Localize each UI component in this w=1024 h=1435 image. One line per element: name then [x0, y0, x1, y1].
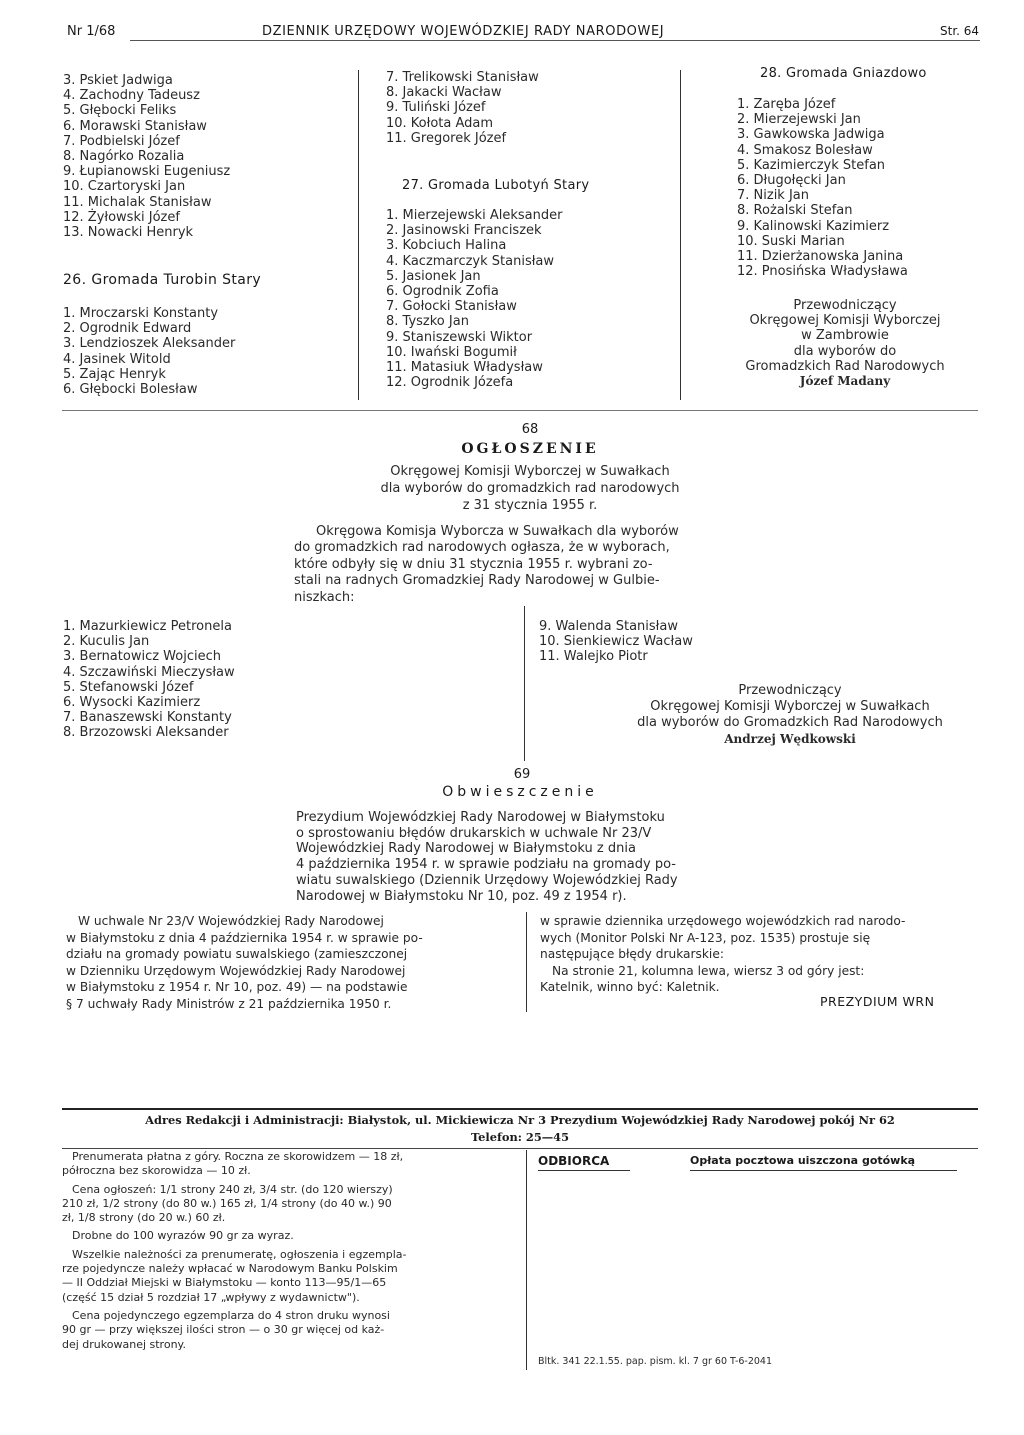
list-item: 8. Nagórko Rozalia [63, 149, 185, 165]
notice69-body [296, 810, 766, 904]
sign-line: Okręgowej Komisji Wyborczej w Suwałkach [650, 699, 930, 714]
list-item: 5. Głębocki Feliks [63, 103, 177, 119]
body-line: wych (Monitor Polski Nr A-123, poz. 1535) prostuje się [540, 930, 871, 945]
col3-signature [720, 298, 970, 389]
body-line: Narodowej w Białymstoku Nr 10, poz. 49 z 1954 r). [296, 888, 627, 904]
signer-name: Andrzej Wędkowski [724, 732, 856, 746]
list-item: 5. Jasionek Jan [386, 268, 481, 284]
col3-heading: 28. Gromada Gniazdowo [760, 66, 927, 81]
list-item: 2. Ogrodnik Edward [63, 321, 192, 337]
footer-address: Adres Redakcji i Administracji: Białystok, ul. Mickiewicza Nr 3 Prezydium Wojewódzkiej Rady Narodowej pokój Nr 62 [145, 1113, 895, 1127]
odbiorca-underline [538, 1170, 630, 1171]
notice68-list-right [539, 619, 779, 665]
list-item: 4. Szczawiński Mieczysław [63, 664, 235, 680]
notice69-left [66, 913, 516, 1013]
info-line: 90 gr — przy większej ilości stron — o 30 gr więcej od każ- [62, 1323, 385, 1337]
header-page: Str. 64 [940, 24, 980, 38]
list-item: 11. Gregorek Józef [386, 130, 507, 146]
notice68-title: OGŁOSZENIE [461, 441, 599, 457]
info-line: półroczna bez skorowidza — 10 zł. [62, 1164, 251, 1178]
sign-line: Przewodniczący [793, 298, 897, 313]
list-item: 4. Jasinek Witold [63, 351, 171, 367]
footer-odbiorca: ODBIORCA [538, 1154, 610, 1168]
list-item: 4. Kaczmarczyk Stanisław [386, 253, 555, 269]
list-item: 9. Staniszewski Wiktor [386, 329, 533, 345]
col2-list [386, 70, 676, 146]
list-item: 11. Dzierżanowska Janina [737, 249, 904, 265]
footer-oplata: Opłata pocztowa uiszczona gotówką [690, 1154, 916, 1167]
body-line: w Białymstoku z dnia 4 października 1954 r. w sprawie po- [66, 930, 423, 945]
sign-line: Okręgowej Komisji Wyborczej [749, 313, 941, 329]
body-line: Na stronie 21, kolumna lewa, wiersz 3 od góry jest: [552, 963, 865, 978]
footer-phone: Telefon: 25—45 [470, 1130, 570, 1144]
list-item: 10. Suski Marian [737, 233, 845, 249]
list-item: 12. Żyłowski Józef [63, 209, 180, 225]
list-item: 5. Stefanowski Józef [63, 679, 194, 695]
col2-heading: 27. Gromada Lubotyń Stary [402, 178, 590, 193]
footer-rule [62, 1148, 978, 1149]
list-item: 4. Zachodny Tadeusz [63, 88, 200, 104]
list-item: 9. Walenda Stanisław [539, 619, 678, 634]
notice69-right [540, 913, 980, 996]
info-line: Wszelkie należności za prenumeratę, ogłoszenia i egzempla- [72, 1247, 407, 1261]
sign-line: dla wyborów do [793, 343, 897, 359]
list-item: 9. Tuliński Józef [386, 100, 486, 116]
header-issue: Nr 1/68 [67, 24, 116, 39]
footer-rule-top [62, 1108, 978, 1110]
body-line: w Dzienniku Urzędowym Wojewódzkiej Rady Narodowej [66, 963, 406, 978]
info-line: Cena ogłoszeń: 1/1 strony 240 zł, 3/4 str. (do 120 wierszy) [72, 1182, 393, 1196]
signer-name: Józef Madany [799, 374, 891, 389]
list-item: 7. Gołocki Stanisław [386, 299, 517, 315]
body-line: niszkach: [294, 589, 355, 605]
list-item: 3. Bernatowicz Wojciech [63, 649, 221, 665]
list-item: 10. Iwański Bogumił [386, 344, 517, 360]
list-item: 6. Ogrodnik Zofia [386, 284, 499, 300]
list-item: 8. Rożalski Stefan [737, 203, 853, 219]
col3-list [737, 97, 997, 279]
body-line: które odbyły się w dniu 31 stycznia 1955 r. wybrani zo- [294, 556, 653, 572]
list-item: 3. Lendzioszek Aleksander [63, 336, 236, 352]
body-line: stali na radnych Gromadzkiej Rady Narodowej w Gulbie- [294, 573, 660, 589]
oplata-underline [690, 1170, 957, 1171]
list-item: 10. Czartoryski Jan [63, 179, 186, 195]
body-line: Wojewódzkiej Rady Narodowej w Białymstoku z dnia [296, 841, 636, 857]
list-item: 1. Mazurkiewicz Petronela [63, 619, 232, 634]
list-item: 5. Kazimierczyk Stefan [737, 157, 886, 173]
list-item: 7. Banaszewski Konstanty [63, 710, 232, 726]
notice69-signer: PREZYDIUM WRN [820, 994, 935, 1009]
column-divider [358, 70, 359, 400]
column-divider [680, 70, 681, 400]
header-rule [130, 40, 980, 41]
list-item: 6. Długołęcki Jan [737, 173, 846, 189]
column-divider [524, 606, 525, 761]
list-item: 11. Michalak Stanisław [63, 194, 212, 210]
col1-list2 [63, 306, 343, 397]
sign-line: w Zambrowie [801, 328, 889, 344]
subtitle-line: Okręgowej Komisji Wyborczej w Suwałkach [390, 464, 670, 479]
list-item: 6. Morawski Stanisław [63, 118, 207, 134]
list-item: 11. Walejko Piotr [539, 649, 648, 665]
list-item: 1. Zaręba Józef [737, 97, 836, 112]
col1-list [63, 73, 343, 240]
body-line: wiatu suwalskiego (Dziennik Urzędowy Wojewódzkiej Rady [296, 872, 678, 888]
list-item: 3. Gawkowska Jadwiga [737, 127, 885, 143]
list-item: 1. Mierzejewski Aleksander [386, 208, 563, 223]
footer-info [62, 1150, 522, 1352]
list-item: 8. Jakacki Wacław [386, 85, 502, 101]
list-item: 4. Smakosz Bolesław [737, 142, 873, 158]
body-line: o sprostowaniu błędów drukarskich w uchwale Nr 23/V [296, 825, 652, 841]
list-item: 12. Pnosińska Władysława [737, 264, 908, 280]
sign-line: dla wyborów do Gromadzkich Rad Narodowych [637, 715, 943, 730]
body-line: działu na gromady powiatu suwalskiego (zamieszczonej [66, 947, 408, 962]
column-divider [526, 912, 527, 1012]
info-line: Cena pojedynczego egzemplarza do 4 stron druku wynosi [72, 1308, 390, 1322]
list-item: 6. Wysocki Kazimierz [63, 695, 201, 711]
header-journal: DZIENNIK URZĘDOWY WOJEWÓDZKIEJ RADY NARODOWEJ [262, 24, 665, 39]
list-item: 2. Jasinowski Franciszek [386, 223, 542, 239]
info-line: (część 15 dział 5 rozdział 17 „wpływy z wydawnictw"). [62, 1290, 360, 1304]
list-item: 1. Mroczarski Konstanty [63, 306, 219, 321]
subtitle-line: dla wyborów do gromadzkich rad narodowych [380, 481, 680, 496]
list-item: 12. Ogrodnik Józefa [386, 375, 514, 391]
list-item: 9. Łupianowski Eugeniusz [63, 164, 231, 180]
list-item: 10. Kołota Adam [386, 115, 494, 131]
body-line: Okręgowa Komisja Wyborcza w Suwałkach dla wyborów [316, 524, 679, 539]
list-item: 2. Kuculis Jan [63, 634, 150, 650]
list-item: 7. Nizik Jan [737, 188, 810, 204]
info-line: zł, 1/8 strony (do 20 w.) 60 zł. [62, 1211, 226, 1225]
body-line: 4 października 1954 r. w sprawie podziału na gromady po- [296, 857, 676, 873]
list-item: 8. Tyszko Jan [386, 314, 469, 330]
info-line: — II Oddział Miejski w Białymstoku — konto 113—95/1—65 [62, 1276, 387, 1290]
list-item: 3. Pskiet Jadwiga [63, 73, 173, 88]
list-item: 7. Trelikowski Stanisław [386, 70, 539, 85]
body-line: następujące błędy drukarskie: [540, 947, 724, 962]
list-item: 2. Mierzejewski Jan [737, 112, 861, 128]
body-line: w sprawie dziennika urzędowego wojewódzkich rad narodo- [540, 914, 906, 928]
notice69-number: 69 [513, 767, 531, 782]
body-line: Katelnik, winno być: Kaletnik. [540, 980, 720, 995]
body-line: W uchwale Nr 23/V Wojewódzkiej Rady Narodowej [78, 914, 384, 928]
info-line: Prenumerata płatna z góry. Roczna ze skorowidzem — 18 zł, [72, 1150, 404, 1163]
column-divider [526, 1150, 527, 1370]
list-item: 13. Nowacki Henryk [63, 225, 194, 241]
list-item: 9. Kalinowski Kazimierz [737, 218, 890, 234]
list-item: 5. Zając Henryk [63, 366, 166, 382]
section-rule [62, 410, 978, 411]
list-item: 6. Głębocki Bolesław [63, 382, 198, 398]
body-line: Prezydium Wojewódzkiej Rady Narodowej w Białymstoku [296, 810, 665, 825]
info-line: 210 zł, 1/2 strony (do 80 w.) 165 zł, 1/4 strony (do 40 w.) 90 [62, 1196, 392, 1210]
subtitle-line: z 31 stycznia 1955 r. [462, 498, 598, 513]
notice68-signature [600, 683, 980, 747]
body-line: § 7 uchwały Rady Ministrów z 21 października 1950 r. [66, 996, 392, 1011]
info-line: rze pojedyncze należy wpłacać w Narodowym Banku Polskim [62, 1262, 398, 1276]
list-item: 11. Matasiuk Władysław [386, 360, 543, 376]
notice68-subtitle [290, 463, 770, 514]
list-item: 7. Podbielski Józef [63, 133, 180, 149]
notice69-title: Obwieszczenie [442, 784, 598, 800]
footer-printer: Bltk. 341 22.1.55. pap. pism. kl. 7 gr 60 T-6-2041 [538, 1356, 773, 1367]
info-line: Drobne do 100 wyrazów 90 gr za wyraz. [72, 1229, 294, 1243]
sign-line: Gromadzkich Rad Narodowych [745, 358, 945, 374]
body-line: do gromadzkich rad narodowych ogłasza, że w wyborach, [294, 540, 670, 556]
list-item: 3. Kobciuch Halina [386, 238, 507, 254]
col1-heading: 26. Gromada Turobin Stary [63, 272, 262, 288]
body-line: w Białymstoku z 1954 r. Nr 10, poz. 49) — na podstawie [66, 980, 408, 995]
list-item: 8. Brzozowski Aleksander [63, 725, 229, 741]
list-item: 10. Sienkiewicz Wacław [539, 634, 693, 650]
notice68-number: 68 [521, 422, 539, 437]
sign-line: Przewodniczący [738, 683, 842, 698]
info-line: dej drukowanej strony. [62, 1337, 186, 1351]
col2-list2 [386, 208, 676, 390]
notice68-list-left [63, 619, 303, 741]
notice68-body [294, 524, 764, 606]
